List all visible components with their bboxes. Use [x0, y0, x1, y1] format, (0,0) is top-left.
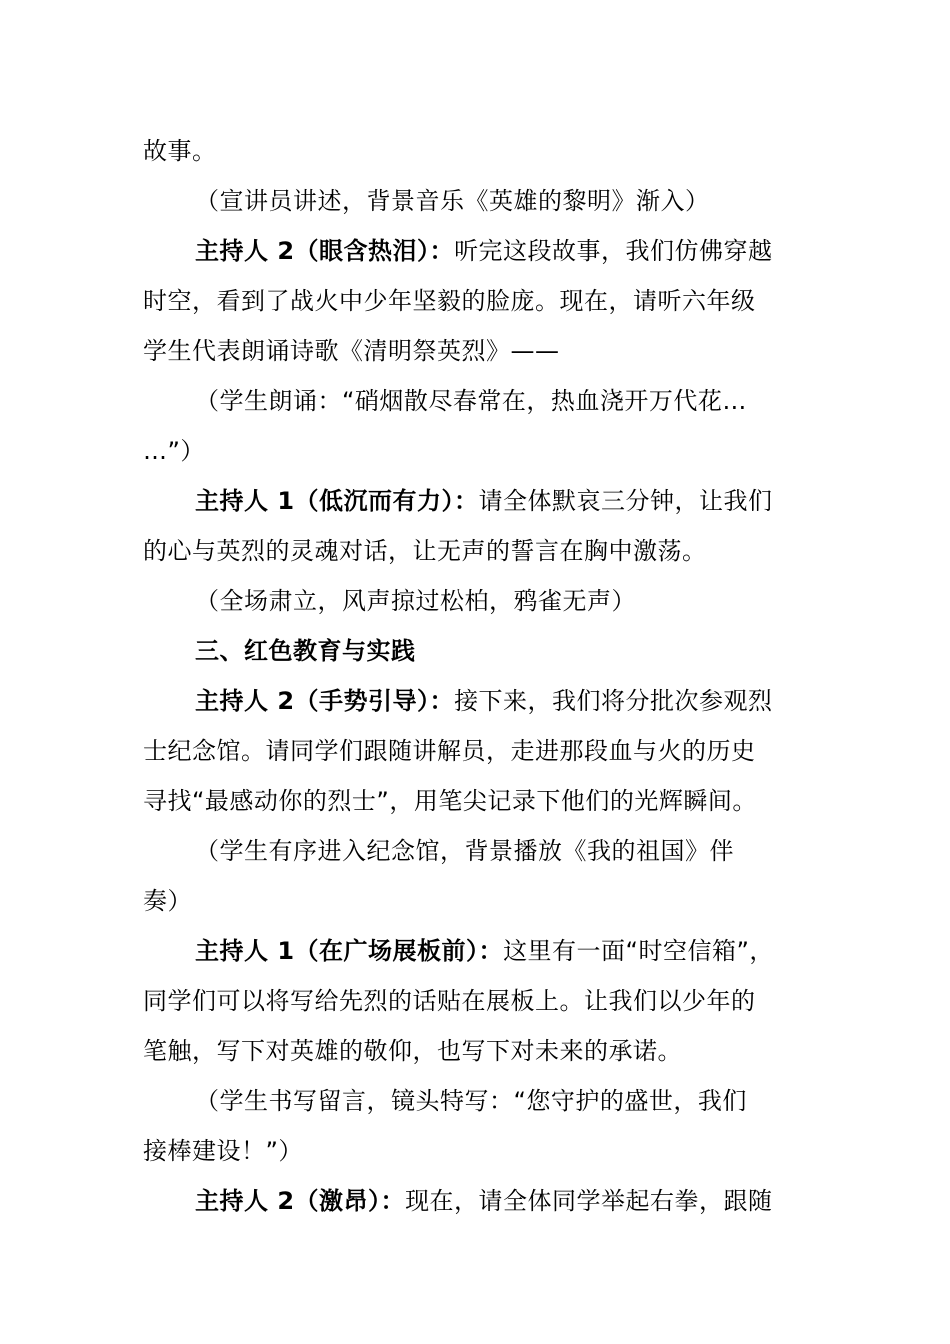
text-line: 奏）	[143, 887, 192, 915]
speech-text: 接下来，我们将分批次参观烈	[454, 687, 773, 715]
stage-direction: （学生书写留言，镜头特写：“您守护的盛世，我们	[195, 1087, 747, 1115]
text-line: 的心与英烈的灵魂对话，让无声的誓言在胸中激荡。	[143, 537, 707, 565]
dialogue-line	[195, 486, 773, 516]
speech-text: 听完这段故事，我们仿佛穿越	[454, 237, 773, 265]
stage-direction: （学生朗诵：“硝烟散尽春常在，热血浇开万代花…	[195, 387, 747, 415]
section-heading: 三、红色教育与实践	[195, 637, 416, 665]
stage-direction: （宣讲员讲述，背景音乐《英雄的黎明》渐入）	[195, 187, 710, 215]
text-line: 学生代表朗诵诗歌《清明祭英烈》——	[143, 337, 560, 365]
text-line: …”）	[143, 437, 205, 465]
speaker-label: 主持人 2（手势引导）：	[195, 687, 455, 715]
text-line: 故事。	[143, 137, 217, 165]
dialogue-line	[195, 936, 774, 966]
text-line: 寻找“最感动你的烈士”，用笔尖记录下他们的光辉瞬间。	[143, 787, 757, 815]
dialogue-line	[195, 1186, 773, 1216]
text-line: 接棒建设！”）	[143, 1137, 303, 1165]
dialogue-line	[195, 236, 773, 266]
text-line: 笔触，写下对英雄的敬仰，也写下对未来的承诺。	[143, 1037, 682, 1065]
speech-text: 请全体默哀三分钟，让我们	[478, 487, 773, 515]
text-line: 同学们可以将写给先烈的话贴在展板上。让我们以少年的	[143, 987, 756, 1015]
dialogue-line	[195, 686, 773, 716]
speech-text: 这里有一面“时空信箱”，	[503, 937, 774, 965]
stage-direction: （学生有序进入纪念馆，背景播放《我的祖国》伴	[195, 837, 734, 865]
speaker-label: 主持人 2（眼含热泪）：	[195, 237, 455, 265]
text-line: 士纪念馆。请同学们跟随讲解员，走进那段血与火的历史	[143, 737, 756, 765]
speaker-label: 主持人 1（低沉而有力）：	[195, 487, 479, 515]
speech-text: 现在，请全体同学举起右拳，跟随	[405, 1187, 773, 1215]
speaker-label: 主持人 2（激昂）：	[195, 1187, 406, 1215]
stage-direction: （全场肃立，风声掠过松柏，鸦雀无声）	[195, 587, 636, 615]
text-line: 时空，看到了战火中少年坚毅的脸庞。现在，请听六年级	[143, 287, 756, 315]
speaker-label: 主持人 1（在广场展板前）：	[195, 937, 504, 965]
